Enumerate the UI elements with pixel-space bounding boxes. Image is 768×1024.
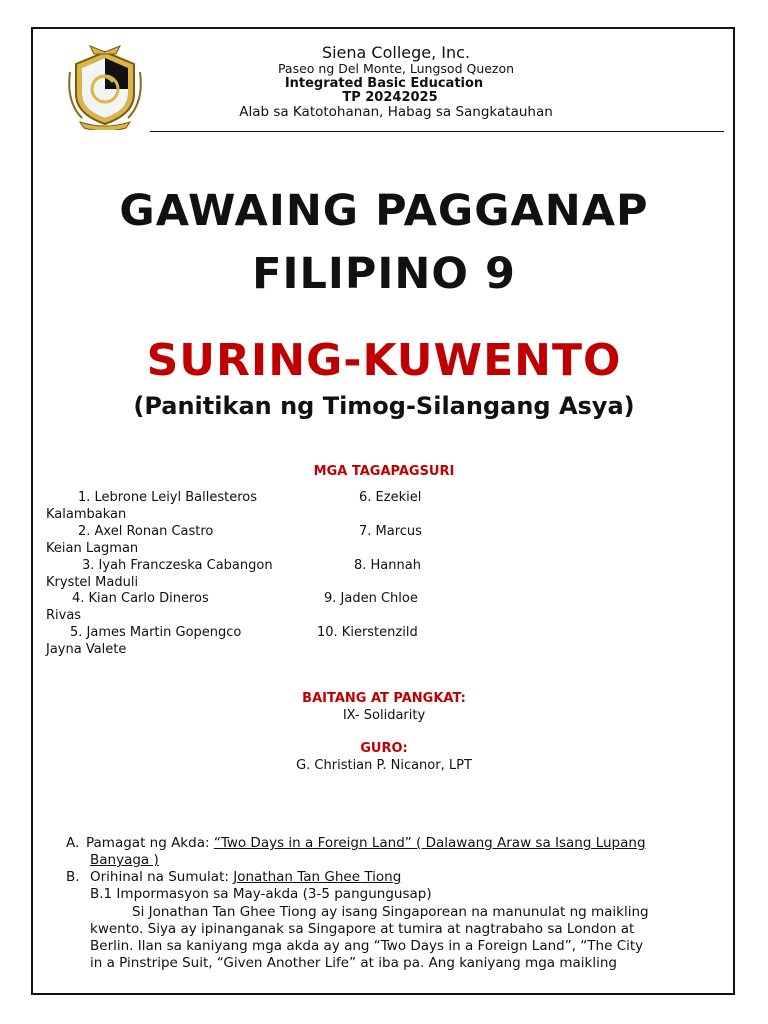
- reviewer-5: 5. James Martin Gopengco: [70, 625, 242, 640]
- reviewer-7-wrap: Keian Lagman: [46, 541, 139, 556]
- reviewer-1: 1. Lebrone Leiyl Ballesteros: [78, 490, 258, 505]
- grade-value: IX- Solidarity: [342, 708, 426, 723]
- reviewer-8: 8. Hannah: [354, 558, 421, 573]
- section-b1-line-2: kwento. Siya ay ipinanganak sa Singapore at tumira at nagtrabaho sa London at: [90, 921, 635, 937]
- section-b: [46, 869, 726, 886]
- section-a: [46, 835, 726, 852]
- section-a-value-line2: Banyaga ): [90, 852, 159, 868]
- reviewer-6-wrap: Kalambakan: [46, 507, 127, 522]
- section-b1-line-1: Si Jonathan Tan Ghee Tiong ay isang Singaporean na manunulat ng maikling: [132, 904, 649, 920]
- section-b-value: Jonathan Tan Ghee Tiong: [233, 869, 402, 885]
- section-a-continued: [90, 852, 768, 869]
- title-line-2: FILIPINO 9: [252, 249, 516, 299]
- reviewer-2: 2. Axel Ronan Castro: [78, 524, 214, 539]
- teacher-value: G. Christian P. Nicanor, LPT: [296, 758, 472, 773]
- section-b1-line-4: in a Pinstripe Suit, “Given Another Life” at iba pa. Ang kaniyang mga maikling: [90, 955, 617, 971]
- school-motto: Alab sa Katotohanan, Habag sa Sangkatauhan: [239, 104, 553, 120]
- section-b1-heading: B.1 Impormasyon sa May-akda (3-5 pangungusap): [90, 886, 432, 902]
- section-a-marker: A.: [66, 835, 80, 851]
- main-title: SURING-KUWENTO: [146, 335, 622, 386]
- reviewer-9: 9. Jaden Chloe: [324, 591, 418, 606]
- section-a-value: “Two Days in a Foreign Land” ( Dalawang Araw sa Isang Lupang: [213, 835, 646, 851]
- school-address: Paseo ng Del Monte, Lungsod Quezon: [277, 61, 515, 76]
- subtitle: (Panitikan ng Timog-Silangang Asya): [133, 392, 635, 420]
- reviewer-10-wrap: Jayna Valete: [46, 642, 127, 657]
- reviewer-4: 4. Kian Carlo Dineros: [72, 591, 209, 606]
- section-b-label: Orihinal na Sumulat:: [90, 869, 229, 885]
- teacher-label: GURO:: [360, 741, 408, 756]
- reviewers-label: MGA TAGAPAGSURI: [313, 464, 455, 479]
- section-b1-line-3: Berlin. Ilan sa kaniyang mga akda ay ang “Two Days in a Foreign Land”, “The City: [90, 938, 644, 954]
- department: Integrated Basic Education: [284, 76, 484, 91]
- grade-label: BAITANG AT PANGKAT:: [302, 691, 466, 706]
- section-b-marker: B.: [66, 869, 80, 885]
- title-line-1: GAWAING PAGGANAP: [119, 186, 649, 236]
- reviewer-8-wrap: Krystel Maduli: [46, 575, 139, 590]
- school-term: TP 20242025: [342, 90, 438, 105]
- reviewer-6: 6. Ezekiel: [359, 490, 422, 505]
- header-divider: [150, 131, 724, 132]
- reviewer-3: 3. Iyah Franczeska Cabangon: [82, 558, 273, 573]
- school-name: Siena College, Inc.: [321, 43, 471, 62]
- section-a-label: Pamagat ng Akda:: [86, 835, 210, 851]
- reviewer-9-wrap: Rivas: [46, 608, 82, 623]
- reviewer-7: 7. Marcus: [359, 524, 422, 539]
- reviewer-10: 10. Kierstenzild: [317, 625, 418, 640]
